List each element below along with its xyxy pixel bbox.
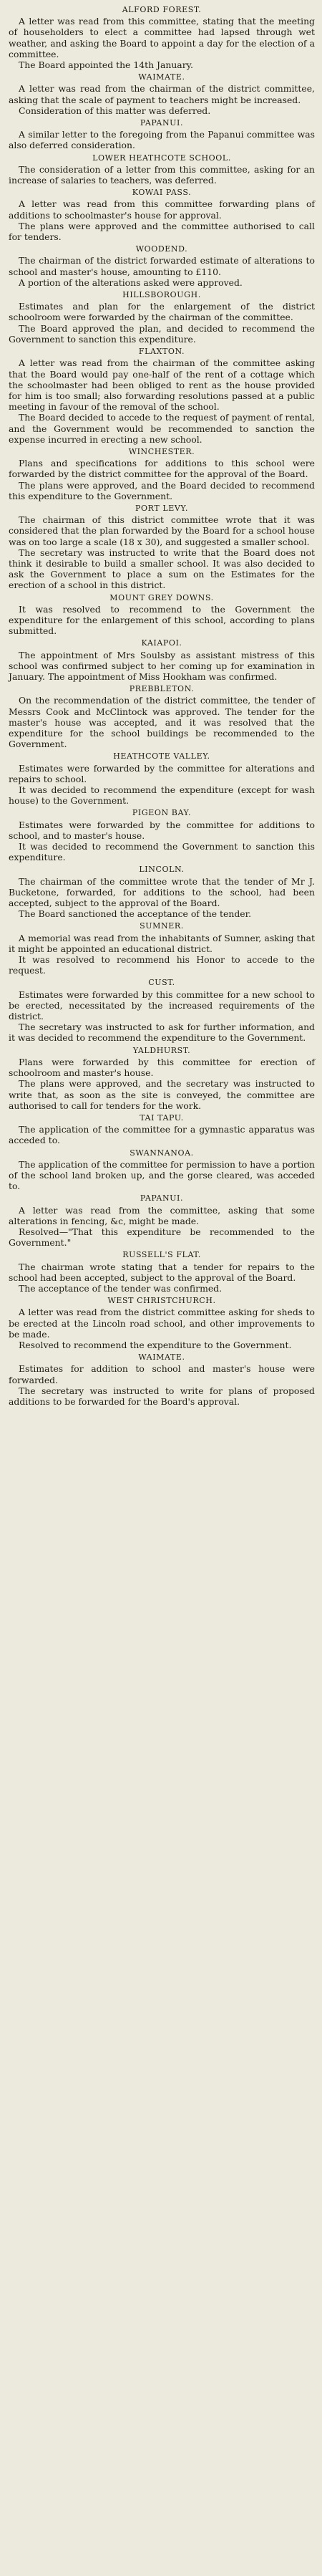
- news-section: [9, 244, 315, 288]
- section-heading: WAIMATE.: [138, 1352, 185, 1363]
- section-paragraph: A similar letter to the foregoing from the Papanui committee was also deferred consideration.: [9, 129, 315, 151]
- news-section: [9, 977, 315, 1043]
- news-section: [9, 1295, 315, 1350]
- section-paragraph: The chairman of the committee wrote that the tender of Mr J. Bucketone, forwarded, for additions to the school, had been accepted, subject to the approval of the Board.: [9, 875, 315, 909]
- section-paragraph: The plans were approved, and the Board decided to recommend this expenditure to the Government.: [9, 479, 315, 501]
- section-heading: TAI TAPU.: [140, 1112, 184, 1123]
- section-heading: LOWER HEATHCOTE SCHOOL.: [92, 153, 231, 163]
- news-section: [9, 446, 315, 501]
- section-paragraph: A letter was read from the chairman of the district committee, asking that the scale of payment to teachers might be increased.: [9, 83, 315, 105]
- section-paragraph: It was resolved to recommend to the Government the expenditure for the enlargement of this school, according to plans submitted.: [9, 603, 315, 637]
- section-paragraph: The consideration of a letter from this committee, asking for an increase of salaries to teachers, was deferred.: [9, 163, 315, 186]
- section-heading: HILLSBOROUGH.: [122, 290, 201, 300]
- news-section: [9, 1045, 315, 1111]
- section-paragraph: The Board appointed the 14th January.: [19, 59, 193, 71]
- section-heading: CUST.: [148, 978, 175, 988]
- section-paragraph: The chairman of the district forwarded estimate of alterations to school and master's house, amounting to £110.: [9, 255, 315, 277]
- section-heading: PAPANUI.: [140, 1193, 184, 1203]
- section-heading: YALDHURST.: [132, 1045, 191, 1055]
- section-paragraph: The chairman wrote stating that a tender for repairs to the school had been accepted, subject to the approval of the Board.: [9, 1261, 315, 1283]
- section-paragraph: A letter was read from this committee forwarding plans of additions to schoolmaster's house for approval.: [9, 198, 315, 221]
- section-paragraph: A letter was read from the committee, asking that some alterations in fencing, &c, might be made.: [9, 1204, 315, 1226]
- news-section: [9, 1249, 315, 1294]
- section-heading: SWANNANOA.: [130, 1148, 194, 1158]
- news-section: [9, 289, 315, 345]
- section-paragraph: The secretary was instructed to ask for further information, and it was decided to recommend the expenditure to the Government.: [9, 1022, 315, 1044]
- section-paragraph: Estimates for addition to school and master's house were forwarded.: [9, 1363, 315, 1385]
- section-heading: WINCHESTER.: [128, 446, 195, 456]
- section-paragraph: The Board decided to accede to the request of payment of rental, and the Government would be recommended to sanction the expense incurred in erecting a new school.: [9, 412, 315, 445]
- section-paragraph: A portion of the alterations asked were approved.: [19, 277, 243, 288]
- news-section: [9, 1148, 315, 1192]
- news-section: [9, 1112, 315, 1146]
- section-paragraph: The acceptance of the tender was confirmed.: [19, 1282, 223, 1294]
- section-paragraph: The Board approved the plan, and decided to recommend the Government to sanction this expenditure.: [9, 322, 315, 345]
- section-paragraph: Estimates were forwarded by this committee for a new school to be erected, necessitated by the increased requirements of the district.: [9, 989, 315, 1022]
- news-section: [9, 187, 315, 242]
- section-heading: SUMNER.: [140, 921, 184, 931]
- news-section: [9, 638, 315, 682]
- section-paragraph: A letter was read from this committee, stating that the meeting of householders to elect a committee had lapsed through wet weather, and asking the Board to appoint a day for the election of a committee.: [9, 16, 315, 59]
- news-section: [9, 4, 315, 70]
- section-paragraph: On the recommendation of the district committee, the tender of Messrs Cook and McClintock was approved. The tender for the master's house was accepted, and it was resolved that the expenditure for the school buildings be recommended to the Government.: [9, 695, 315, 750]
- section-paragraph: Resolved to recommend the expenditure to the Government.: [19, 1339, 292, 1350]
- section-heading: PIGEON BAY.: [132, 808, 192, 818]
- section-paragraph: Plans and specifications for additions to this school were forwarded by the district committee for the approval of the Board.: [9, 458, 315, 480]
- section-paragraph: Consideration of this matter was deferred.: [19, 105, 211, 116]
- section-paragraph: It was decided to recommend the Government to sanction this expenditure.: [9, 841, 315, 863]
- news-section: [9, 503, 315, 591]
- news-section: [9, 592, 315, 637]
- news-section: [9, 864, 315, 919]
- news-section: [9, 1352, 315, 1407]
- section-heading: MOUNT GREY DOWNS.: [109, 592, 214, 602]
- section-paragraph: Estimates and plan for the enlargement of the district schoolroom were forwarded by the chairman of the committee.: [9, 301, 315, 323]
- section-paragraph: Plans were forwarded by this committee for erection of schoolroom and master's house.: [9, 1056, 315, 1079]
- section-heading: PAPANUI.: [140, 118, 184, 128]
- section-paragraph: The Board sanctioned the acceptance of the tender.: [19, 908, 252, 920]
- section-paragraph: Resolved—"That this expenditure be recommended to the Government.": [9, 1226, 315, 1249]
- section-heading: WOODEND.: [135, 244, 188, 254]
- section-paragraph: The application of the committee for a gymnastic apparatus was acceded to.: [9, 1124, 315, 1146]
- section-heading: WAIMATE.: [138, 72, 185, 82]
- section-paragraph: The appointment of Mrs Soulsby as assistant mistress of this school was confirmed subject to her coming up for examination in January. The appointment of Miss Hookham was confirmed.: [9, 649, 315, 682]
- section-heading: LINCOLN.: [139, 865, 185, 875]
- section-heading: KAIAPOI.: [141, 638, 182, 648]
- section-paragraph: Estimates were forwarded by the committee for additions to school, and to master's house.: [9, 819, 315, 841]
- news-section: [9, 153, 315, 186]
- section-heading: RUSSELL'S FLAT.: [122, 1250, 201, 1260]
- section-heading: ALFORD FOREST.: [122, 5, 202, 14]
- section-heading: WEST CHRISTCHURCH.: [107, 1296, 216, 1306]
- section-heading: PORT LEVY.: [135, 503, 188, 513]
- section-paragraph: The application of the committee for permission to have a portion of the school land broken up, and the gorse cleared, was acceded to.: [9, 1158, 315, 1192]
- section-heading: FLAXTON.: [138, 347, 185, 357]
- section-paragraph: It was decided to recommend the expenditure (except for wash house) to the Government.: [9, 784, 315, 807]
- news-section: [9, 751, 315, 806]
- section-paragraph: The chairman of this district committee wrote that it was considered that the plan forwarded by the Board for a school house was on too large a scale (18 x 30), and suggested a smaller school.: [9, 514, 315, 547]
- news-section: [9, 72, 315, 116]
- news-section: [9, 921, 315, 976]
- section-paragraph: A letter was read from the district committee asking for sheds to be erected at the Lincoln road school, and other improvements to be made.: [9, 1307, 315, 1340]
- section-heading: PREBBLETON.: [129, 684, 195, 694]
- section-paragraph: The secretary was instructed to write for plans of proposed additions to be forwarded for the Board's approval.: [9, 1385, 315, 1407]
- news-section: [9, 683, 315, 749]
- news-section: [9, 807, 315, 862]
- section-paragraph: It was resolved to recommend his Honor to accede to the request.: [9, 954, 315, 976]
- section-paragraph: The plans were approved, and the secretary was instructed to write that, as soon as the site is conveyed, the committee are authorised to call for tenders for the work.: [9, 1078, 315, 1111]
- section-paragraph: The secretary was instructed to write that the Board does not think it desirable to build a smaller school. It was also decided to ask the Government to place a sum on the Estimates for the erection of a school in this district.: [9, 547, 315, 591]
- section-paragraph: A letter was read from the chairman of the committee asking that the Board would pay one-half of the rent of a cottage which the schoolmaster had been obliged to rent as the house provided for him is too small; also forwarding resolutions passed at a public meeting in favour of the removal of the school.: [9, 357, 315, 413]
- section-heading: KOWAI PASS.: [132, 188, 192, 198]
- news-section: [9, 1193, 315, 1248]
- section-heading: HEATHCOTE VALLEY.: [113, 751, 210, 761]
- news-section: [9, 117, 315, 151]
- section-paragraph: A memorial was read from the inhabitants of Sumner, asking that it might be appointed an educational district.: [9, 932, 315, 954]
- news-section: [9, 346, 315, 445]
- section-paragraph: The plans were approved and the committee authorised to call for tenders.: [9, 220, 315, 243]
- section-paragraph: Estimates were forwarded by the committee for alterations and repairs to school.: [9, 762, 315, 784]
